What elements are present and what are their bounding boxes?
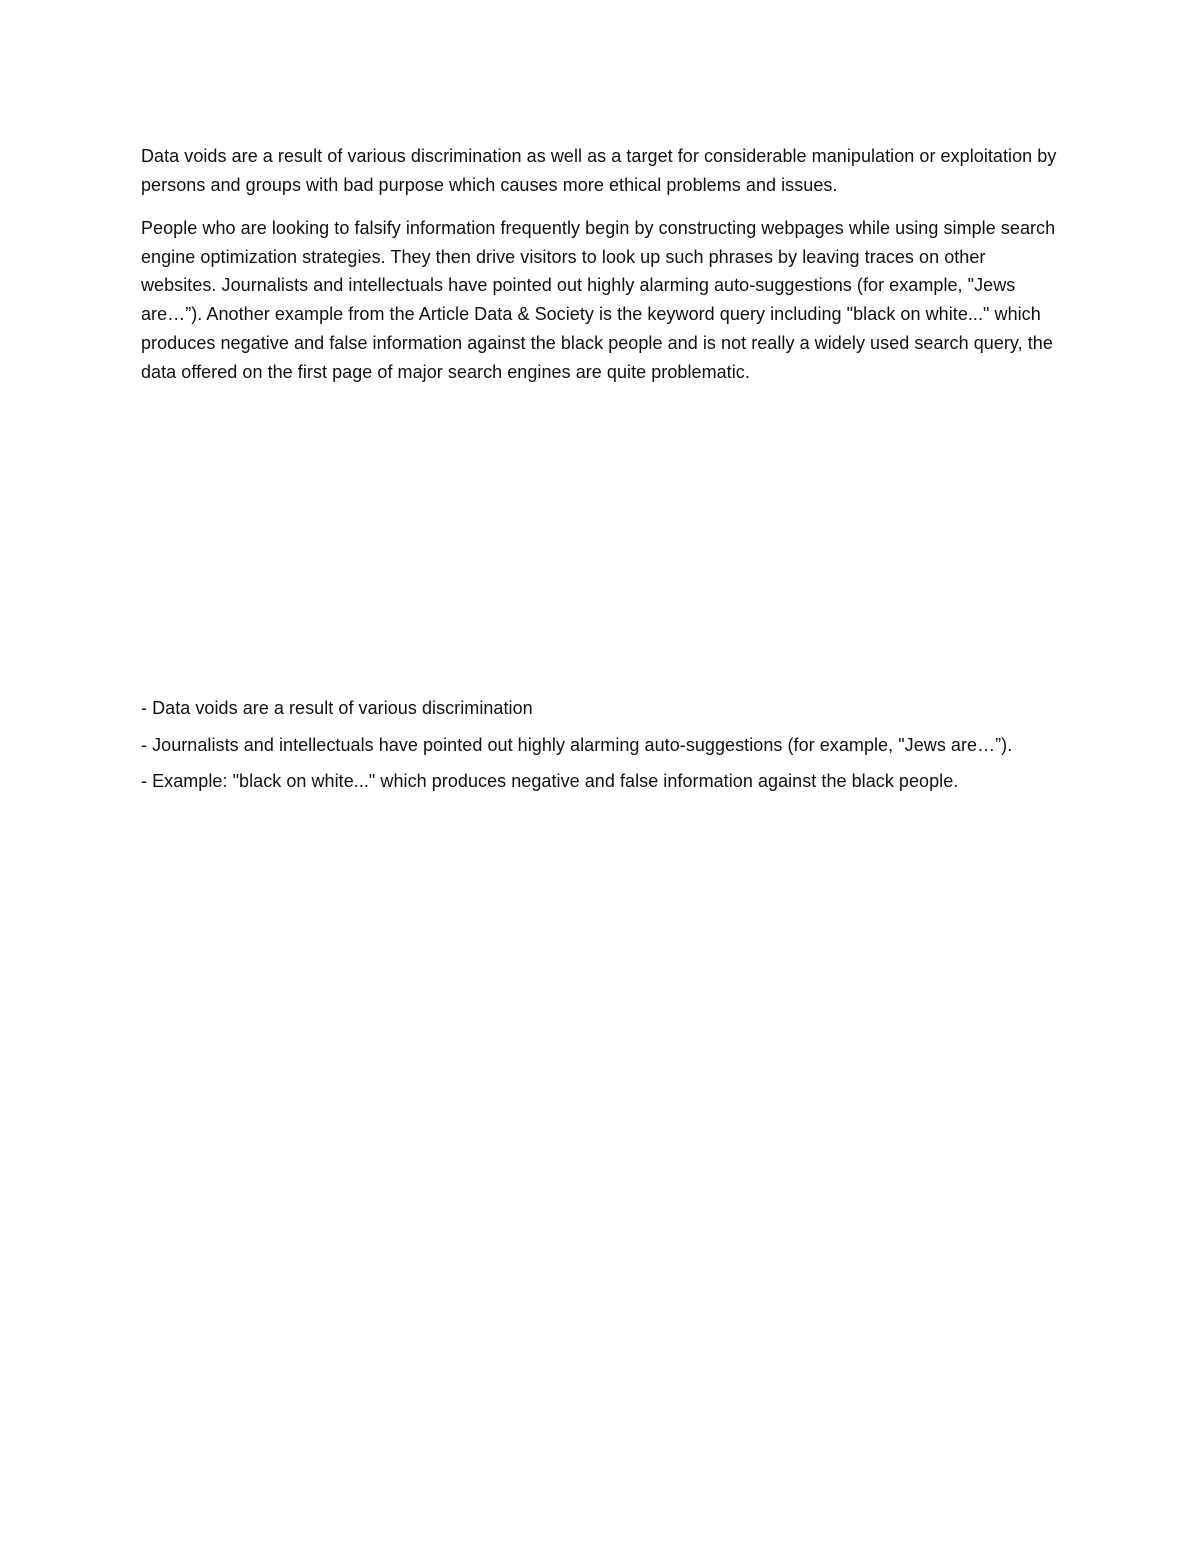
bullet-list	[141, 694, 1061, 804]
paragraph-body: People who are looking to falsify information frequently begin by constructing webpages while using simple search engine optimization strategies. They then drive visitors to look up such phrases by leaving traces on other websites. Journalists and intellectuals have pointed out highly alarming auto-suggestions (for example, "Jews are…”). Another example from the Article Data & Society is the keyword query including "black on white..." which produces negative and false information against the black people and is not really a widely used search query, the data offered on the first page of major search engines are quite problematic.	[141, 218, 1056, 382]
bullet-item-journalists: - Journalists and intellectuals have pointed out highly alarming auto-suggestions (for example, "Jews are…”).	[141, 734, 1013, 755]
paragraph-intro: Data voids are a result of various discrimination as well as a target for considerable manipulation or exploitation by persons and groups with bad purpose which causes more ethical problems and issues.	[141, 146, 1057, 195]
bullet-item-data-voids: - Data voids are a result of various discrimination	[141, 698, 533, 718]
bullet-item-example: - Example: "black on white..." which produces negative and false information against the black people.	[141, 771, 959, 792]
